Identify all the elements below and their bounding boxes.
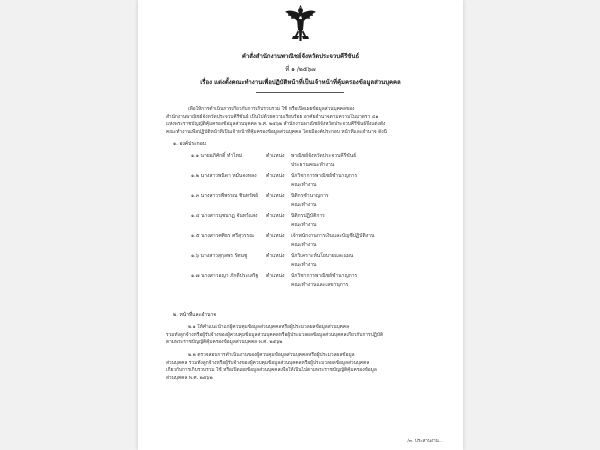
member-row [138, 172, 463, 192]
position-label: ตำแหน่ง [266, 273, 285, 279]
garuda-emblem-icon [284, 4, 317, 42]
position-label: ตำแหน่ง [266, 153, 285, 159]
page-continuation: /๓. ประสานงาน... [407, 439, 443, 444]
member-position: พาณิชย์จังหวัดประจวบคีรีขันธ์ [291, 153, 357, 159]
member-position: นักวิชาการพาณิชย์ชำนาญการ [291, 273, 358, 279]
member-position: นักวิชาการพาณิชย์ชำนาญการ [291, 173, 358, 179]
section-duties-title: ๒. หน้าที่และอำนาจ [173, 312, 217, 318]
position-label: ตำแหน่ง [266, 173, 285, 179]
member-role: คณะทำงาน [291, 182, 317, 188]
member-position: นิติกรชำนาญการ [291, 193, 329, 199]
text-line: ส่วนบุคคล พ.ศ. ๒๕๖๒ [166, 375, 213, 381]
order-number: ที่ ๑ /๒๕๖๗ [285, 66, 316, 73]
member-row [138, 212, 463, 232]
member-name: ๑.๒ นางสาวพนิดา หมั่นจงหลง [191, 173, 257, 179]
order-title: คำสั่งสำนักงานพาณิชย์จังหวัดประจวบคีรีขันธ์ [241, 53, 360, 60]
text-line: ๒.๑ ให้คำแนะนำแก่ผู้ควบคุมข้อมูลส่วนบุคคลหรือผู้ประมวลผลข้อมูลส่วนบุคคล [188, 325, 350, 330]
member-name: ๑.๗ นางสาวอญา ภักดีประเสริฐ [191, 273, 259, 279]
position-label: ตำแหน่ง [266, 253, 285, 259]
member-name: ๑.๕ นางสาวศศิธร ศรีสุวรรณ [191, 233, 254, 239]
section-composition-title: ๑. องค์ประกอบ [173, 141, 206, 147]
member-role: คณะทำงาน [291, 262, 317, 268]
text-line: ๒.๒ ตรวจสอบการดำเนินงานของผู้ควบคุมข้อมูลส่วนบุคคลหรือผู้ประมวลผลข้อมูล [188, 353, 355, 358]
text-line: ส่วนบุคคล รวมทั้งลูกจ้างหรือผู้รับจ้างของผู้ควบคุมข้อมูลส่วนบุคคลหรือผู้ประมวลผลข้อมูลส่วนบุคคล [166, 360, 370, 366]
member-name: ๑.๔ นางสาวนุชนาฏ จันทร์แสง [191, 213, 258, 219]
duty-paragraph-2 [166, 352, 438, 382]
order-subject: เรื่อง แต่งตั้งคณะทำงานเพื่อปฏิบัติหน้าที่เป็นเจ้าหน้าที่คุ้มครองข้อมูลส่วนบุคคล [200, 79, 401, 86]
member-role: คณะทำงานและเลขานุการ [291, 282, 349, 288]
divider-line [256, 92, 344, 93]
member-row [138, 192, 463, 212]
position-label: ตำแหน่ง [266, 193, 285, 199]
position-label: ตำแหน่ง [266, 213, 285, 219]
text-line: รวมทั้งลูกจ้างหรือผู้รับจ้างของผู้ควบคุมข้อมูลส่วนบุคคลหรือผู้ประมวลผลข้อมูลส่วนบุคคลเกี่ยวกับการปฏิบัติ [166, 332, 384, 338]
member-role: คณะทำงาน [291, 242, 317, 248]
member-row [138, 152, 463, 172]
member-role: ประธานคณะทำงาน [291, 162, 335, 168]
member-name: ๑.๓ นางสาวรพีพรรณ ชินทรัพย์ [191, 193, 258, 199]
text-line: เพื่อให้การดำเนินการเกี่ยวกับการเก็บรวบรวม ใช้ หรือเปิดเผยข้อมูลส่วนบุคคลของ [188, 107, 355, 112]
member-name: ๑.๖ นางสาวสุกุลพร รัตนชู [191, 253, 248, 259]
member-row [138, 232, 463, 252]
member-role: คณะทำงาน [291, 222, 317, 228]
member-position: เจ้าพนักงานการเงินและบัญชีปฏิบัติงาน [291, 233, 375, 239]
text-line: เกี่ยวกับการเก็บรวบรวม ใช้ หรือเปิดเผยข้อมูลส่วนบุคคลเพื่อให้เป็นไปตามพระราชบัญญัติคุ้มครองข้อมูล [166, 368, 377, 373]
text-line: แห่งพระราชบัญญัติคุ้มครองข้อมูลส่วนบุคคล พ.ศ. ๒๕๖๒ สำนักงานพาณิชย์จังหวัดประจวบคีรีขันธ์จึงแต่งตั้ง [166, 122, 386, 127]
text-line: ตามพระราชบัญญัติคุ้มครองข้อมูลส่วนบุคคล พ.ศ. ๒๕๖๒ [166, 340, 283, 345]
text-line: คณะทำงานเพื่อปฏิบัติหน้าที่เป็นเจ้าหน้าที่คุ้มครองข้อมูลส่วนบุคคล โดยมีองค์ประกอบ หน้าที่และอำนาจ ดังนี้ [166, 129, 387, 135]
document-page [138, 0, 463, 450]
member-position: นิติกรปฏิบัติการ [291, 213, 325, 219]
member-role: คณะทำงาน [291, 202, 317, 208]
member-row [138, 272, 463, 292]
intro-paragraph [166, 106, 438, 136]
member-name: ๑.๑ นายอภิศักดิ์ ทำไหม่ [191, 153, 243, 159]
text-line: สำนักงานพาณิชย์จังหวัดประจวบคีรีขันธ์ เป็นไปด้วยความเรียบร้อย อาศัยอำนาจตามความในมาตรา ๔๑ [166, 114, 379, 120]
member-row [138, 252, 463, 272]
duty-paragraph-1 [166, 324, 438, 347]
member-position: นักวิเคราะห์นโยบายและแผน [291, 253, 354, 259]
position-label: ตำแหน่ง [266, 233, 285, 239]
